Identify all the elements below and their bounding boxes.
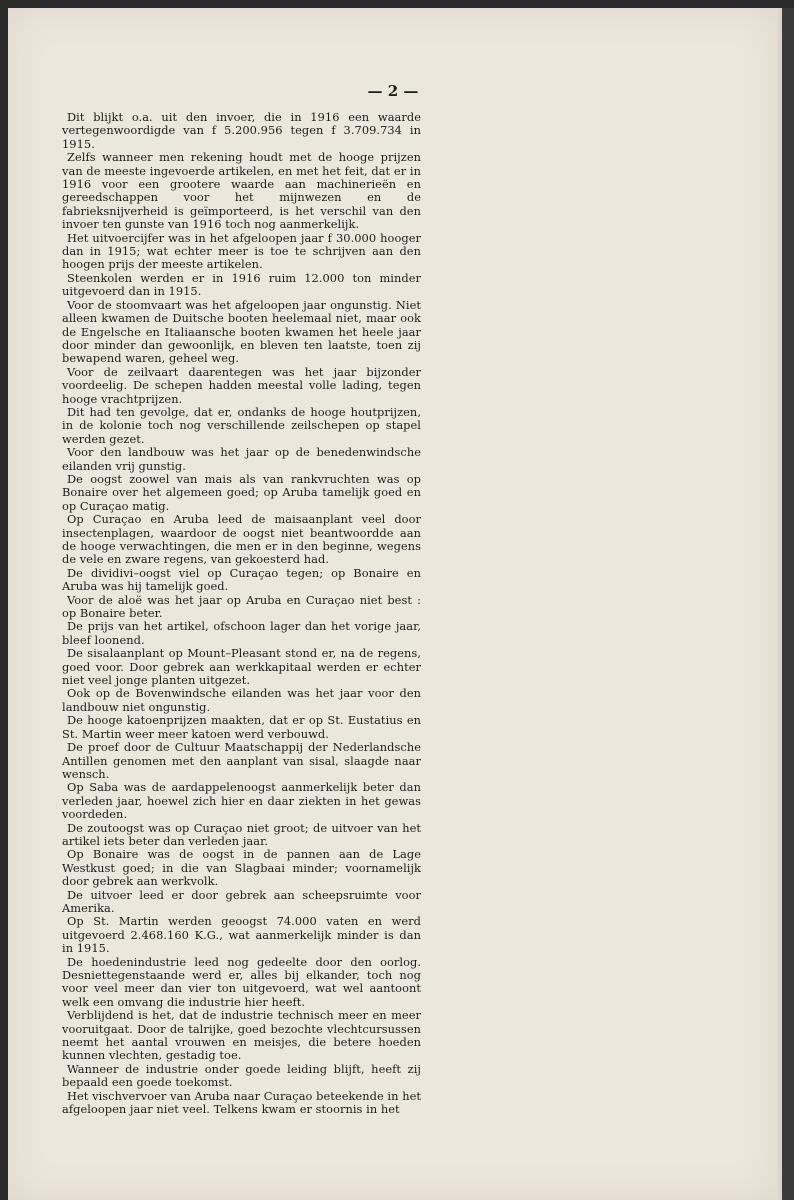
- document-page: [8, 8, 778, 1200]
- paragraph: Op Curaçao en Aruba leed de maisaanplant veel door insectenplagen, waardoor de oogst niet beantwoordde aan de hooge verwachtingen, die men er in den beginne, wegens de vele en zware regens, van gekoesterd had.: [62, 512, 421, 567]
- paragraph: Steenkolen werden er in 1916 ruim 12.000 ton minder uitgevoerd dan in 1915.: [62, 270, 421, 299]
- paragraph: De prijs van het artikel, ofschoon lager dan het vorige jaar, bleef loonend.: [62, 619, 421, 647]
- paragraph: Het vischvervoer van Aruba naar Curaçao beteekende in het afgeloopen jaar niet veel. Telkens kwam er stoornis in het: [62, 1088, 421, 1117]
- paragraph: Ook op de Bovenwindsche eilanden was het jaar voor den landbouw niet ongunstig.: [62, 686, 421, 714]
- paragraph: Wanneer de industrie onder goede leiding blijft, heeft zij bepaald een goede toekomst.: [62, 1061, 421, 1090]
- paragraph: De dividivi–oogst viel op Curaçao tegen; op Bonaire en Aruba was hij tamelijk goed.: [62, 565, 421, 594]
- paragraph: Dit blijkt o.a. uit den invoer, die in 1916 een waarde vertegenwoordigde van f 5.200.956 tegen f 3.709.734 in 1915.: [62, 110, 421, 151]
- paragraph: Op Bonaire was de oogst in de pannen aan de Lage Westkust goed; in die van Slagbaai minder; voornamelijk door gebrek aan werkvolk.: [62, 847, 421, 889]
- paragraph: De hooge katoenprijzen maakten, dat er op St. Eustatius en St. Martin weer meer katoen werd verbouwd.: [62, 713, 421, 741]
- page-number: — 2 —: [367, 82, 419, 100]
- paragraph: Verblijdend is het, dat de industrie technisch meer en meer vooruitgaat. Door de talrijke, goed bezochte vlechtcursussen neemt het aantal vrouwen en meisjes, die betere hoeden kunnen vlechten, gestadig toe.: [62, 1008, 421, 1063]
- paragraph: Voor de zeilvaart daarentegen was het jaar bijzonder voordeelig. De schepen hadden meestal volle lading, tegen hooge vrachtprijzen.: [62, 364, 421, 406]
- paragraph: Voor de aloë was het jaar op Aruba en Curaçao niet best : op Bonaire beter.: [62, 592, 421, 621]
- page-edge: [778, 8, 794, 1200]
- paragraph: Het uitvoercijfer was in het afgeloopen jaar f 30.000 hooger dan in 1915; wat echter meer is toe te schrijven aan den hoogen prijs der meeste artikelen.: [62, 230, 421, 272]
- paragraph: De sisalaanplant op Mount–Pleasant stond er, na de regens, goed voor. Door gebrek aan werkkapitaal werden er echter niet veel jonge planten uitgezet.: [62, 646, 421, 688]
- paragraph: Op Saba was de aardappelenoogst aanmerkelijk beter dan verleden jaar, hoewel zich hier en daar ziekten in het gewas voordeden.: [62, 780, 421, 822]
- paragraph: Op St. Martin werden geoogst 74.000 vaten en werd uitgevoerd 2.468.160 K.G., wat aanmerkelijk minder is dan in 1915.: [62, 914, 421, 956]
- paragraph: Dit had ten gevolge, dat er, ondanks de hooge houtprijzen, in de kolonie toch nog verschillende zeilschepen op stapel werden gezet.: [62, 404, 421, 446]
- paragraph: Voor den landbouw was het jaar op de benedenwindsche eilanden vrij gunstig.: [62, 445, 421, 473]
- paragraph: Zelfs wanneer men rekening houdt met de hooge prijzen van de meeste ingevoerde artikelen, en met het feit, dat er in 1916 voor een grootere waarde aan machinerieën en gereedschappen voor het mijnwezen en de fabrieksnijverheid is geïmporteerd, is het verschil van den invoer ten gunste van 1916 toch nog aanmerkelijk.: [62, 150, 421, 232]
- body-text: [62, 111, 421, 1116]
- paragraph: De zoutoogst was op Curaçao niet groot; de uitvoer van het artikel iets beter dan verleden jaar.: [62, 820, 421, 848]
- paragraph: De oogst zoowel van mais als van rankvruchten was op Bonaire over het algemeen goed; op Aruba tamelijk goed en op Curaçao matig.: [62, 471, 421, 513]
- paragraph: Voor de stoomvaart was het afgeloopen jaar ongunstig. Niet alleen kwamen de Duitsche booten heelemaal niet, maar ook de Engelsche en Italiaansche booten kwamen het heele jaar door minder dan gewoonlijk, en bleven ten laatste, toen zij bewapend waren, geheel weg.: [62, 297, 421, 366]
- paragraph: De hoedenindustrie leed nog gedeelte door den oorlog. Desniettegenstaande werd er, alles bij elkander, toch nog voor veel meer dan vier ton uitgevoerd, wat wel aantoont welk een omvang die industrie hier heeft.: [62, 954, 421, 1009]
- paragraph: De proef door de Cultuur Maatschappij der Nederlandsche Antillen genomen met den aanplant van sisal, slaagde naar wensch.: [62, 740, 421, 781]
- paragraph: De uitvoer leed er door gebrek aan scheepsruimte voor Amerika.: [62, 887, 421, 915]
